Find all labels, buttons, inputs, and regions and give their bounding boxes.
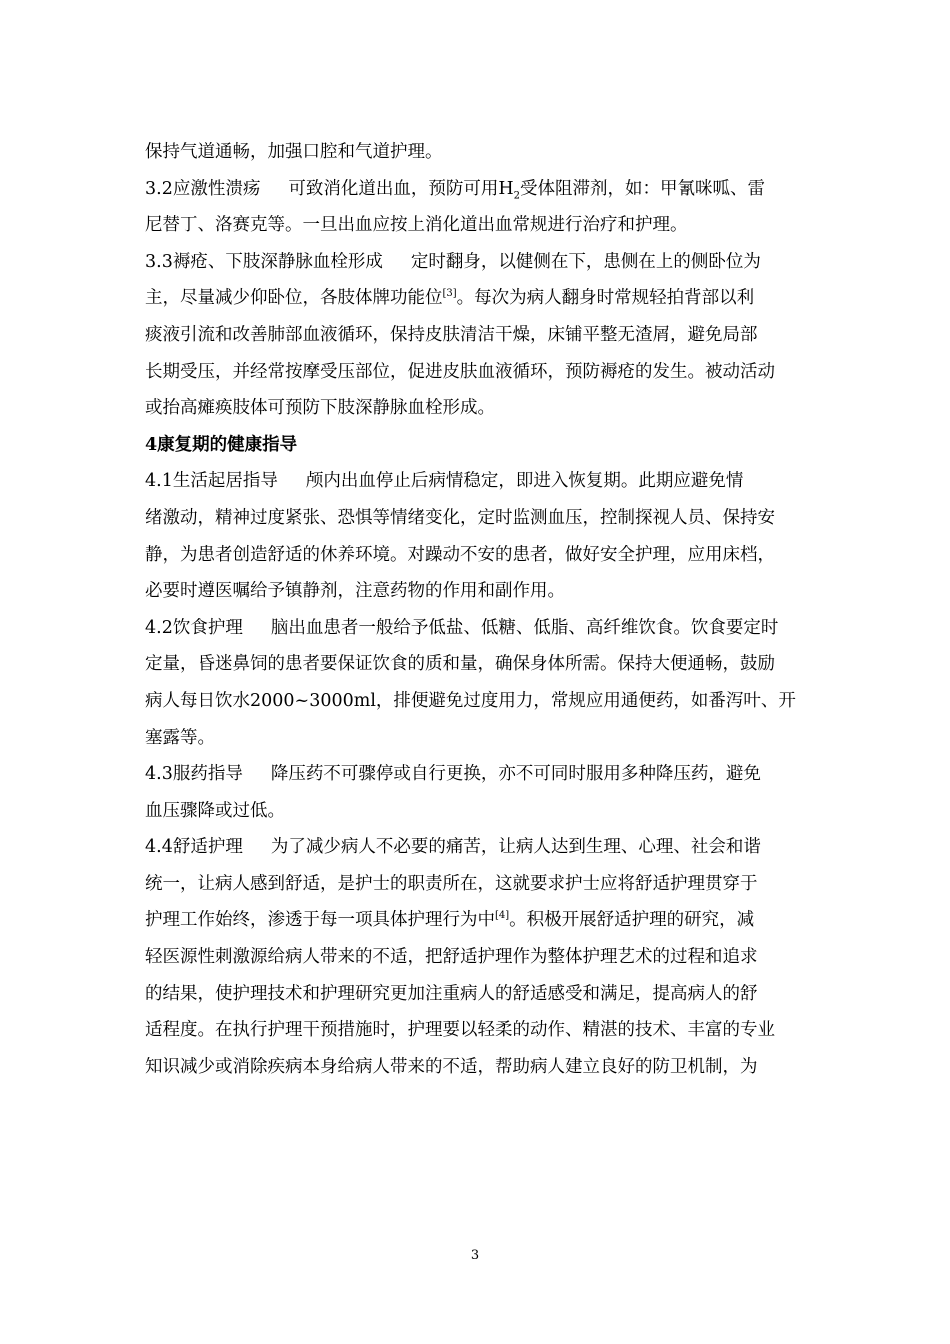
citation-mark: [4] (495, 910, 510, 922)
line-text: 静，为患者创造舒适的休养环境。对躁动不安的患者，做好安全护理，应用床档， (145, 544, 775, 565)
text-line (145, 171, 805, 208)
line-text: 统一，让病人感到舒适，是护士的职责所在，这就要求护士应将舒适护理贯穿于 (145, 873, 758, 894)
text-line (145, 610, 805, 647)
line-text: 的结果，使护理技术和护理研究更加注重病人的舒适感受和满足，提高病人的舒 (145, 983, 758, 1004)
subsection-title: 3.2应激性溃疡 (145, 178, 261, 199)
subsection-title: 4.2饮食护理 (145, 617, 243, 638)
text-line (145, 756, 805, 793)
subsection-title: 3.3褥疮、下肢深静脉血栓形成 (145, 251, 383, 272)
line-text: 可致消化道出血，预防可用H (288, 178, 514, 199)
line-text: 颅内出血停止后病情稳定，即进入恢复期。此期应避免情 (305, 471, 744, 492)
text-line (145, 683, 805, 720)
line-text: 适程度。在执行护理干预措施时，护理要以轻柔的动作、精湛的技术、丰富的专业 (145, 1020, 775, 1041)
line-text: 定时翻身，以健侧在下，患侧在上的侧卧位为 (410, 251, 761, 272)
line-text: 降压药不可骤停或自行更换，亦不可同时服用多种降压药，避免 (270, 764, 761, 785)
text-line (145, 1012, 805, 1049)
text-line (145, 646, 805, 683)
text-line (145, 1049, 805, 1086)
text-line (145, 573, 805, 610)
page-number: 3 (470, 1248, 480, 1263)
line-text: 痰液引流和改善肺部血液循环，保持皮肤清洁干燥，床铺平整无渣屑，避免局部 (145, 324, 758, 345)
section-heading (145, 427, 805, 464)
subscript: 2 (513, 190, 520, 202)
line-text: 尼替丁、洛赛克等。一旦出血应按上消化道出血常规进行治疗和护理。 (145, 215, 688, 236)
line-text: 受体阻滞剂，如：甲氰咪呱、雷 (519, 178, 765, 199)
line-text: 必要时遵医嘱给予镇静剂，注意药物的作用和副作用。 (145, 581, 565, 602)
line-text: 定量，昏迷鼻饲的患者要保证饮食的质和量，确保身体所需。保持大便通畅，鼓励 (145, 654, 775, 675)
line-text: 血压骤降或过低。 (145, 800, 285, 821)
text-line (145, 390, 805, 427)
line-text: 主，尽量减少仰卧位，各肢体牌功能位 (145, 288, 443, 309)
line-text: 护理工作始终，渗透于每一项具体护理行为中 (145, 910, 495, 931)
line-text: 知识减少或消除疾病本身给病人带来的不适，帮助病人建立良好的防卫机制，为 (145, 1056, 758, 1077)
line-text: 塞露等。 (145, 727, 215, 748)
text-line (145, 500, 805, 537)
line-text: 长期受压，并经常按摩受压部位，促进皮肤血液循环，预防褥疮的发生。被动活动 (145, 361, 775, 382)
line-text: 或抬高瘫痪肢体可预防下肢深静脉血栓形成。 (145, 398, 495, 419)
text-line (145, 866, 805, 903)
line-text: 脑出血患者一般给予低盐、低糖、低脂、高纤维饮食。饮食要定时 (270, 617, 779, 638)
text-line (145, 244, 805, 281)
subsection-title: 4.3服药指导 (145, 764, 243, 785)
citation-mark: [3] (442, 288, 457, 300)
line-text: 。每次为病人翻身时常规轻拍背部以利 (456, 288, 755, 309)
text-line (145, 939, 805, 976)
text-line (145, 976, 805, 1013)
line-text: 。积极开展舒适护理的研究，减 (509, 910, 755, 931)
text-line (145, 354, 805, 391)
subsection-title: 4.4舒适护理 (145, 837, 243, 858)
line-text: 保持气道通畅，加强口腔和气道护理。 (145, 142, 443, 162)
line-text: 轻医源性刺激源给病人带来的不适，把舒适护理作为整体护理艺术的过程和追求 (145, 947, 758, 968)
subsection-title: 4.1生活起居指导 (145, 471, 278, 492)
text-line (145, 793, 805, 830)
text-line (145, 207, 805, 244)
body-text (145, 134, 805, 1085)
text-line (145, 134, 805, 171)
text-line (145, 463, 805, 500)
line-text: 绪激动，精神过度紧张、恐惧等情绪变化，定时监测血压，控制探视人员、保持安 (145, 507, 775, 528)
text-line (145, 537, 805, 574)
line-text: 病人每日饮水2000~3000ml，排便避免过度用力，常规应用通便药，如番泻叶、开 (145, 690, 796, 711)
text-line (145, 317, 805, 354)
text-line (145, 720, 805, 757)
text-line (145, 280, 805, 317)
section-heading-text: 4康复期的健康指导 (145, 434, 298, 455)
text-line (145, 829, 805, 866)
line-text: 为了减少病人不必要的痛苦，让病人达到生理、心理、社会和谐 (270, 837, 761, 858)
text-line (145, 902, 805, 939)
